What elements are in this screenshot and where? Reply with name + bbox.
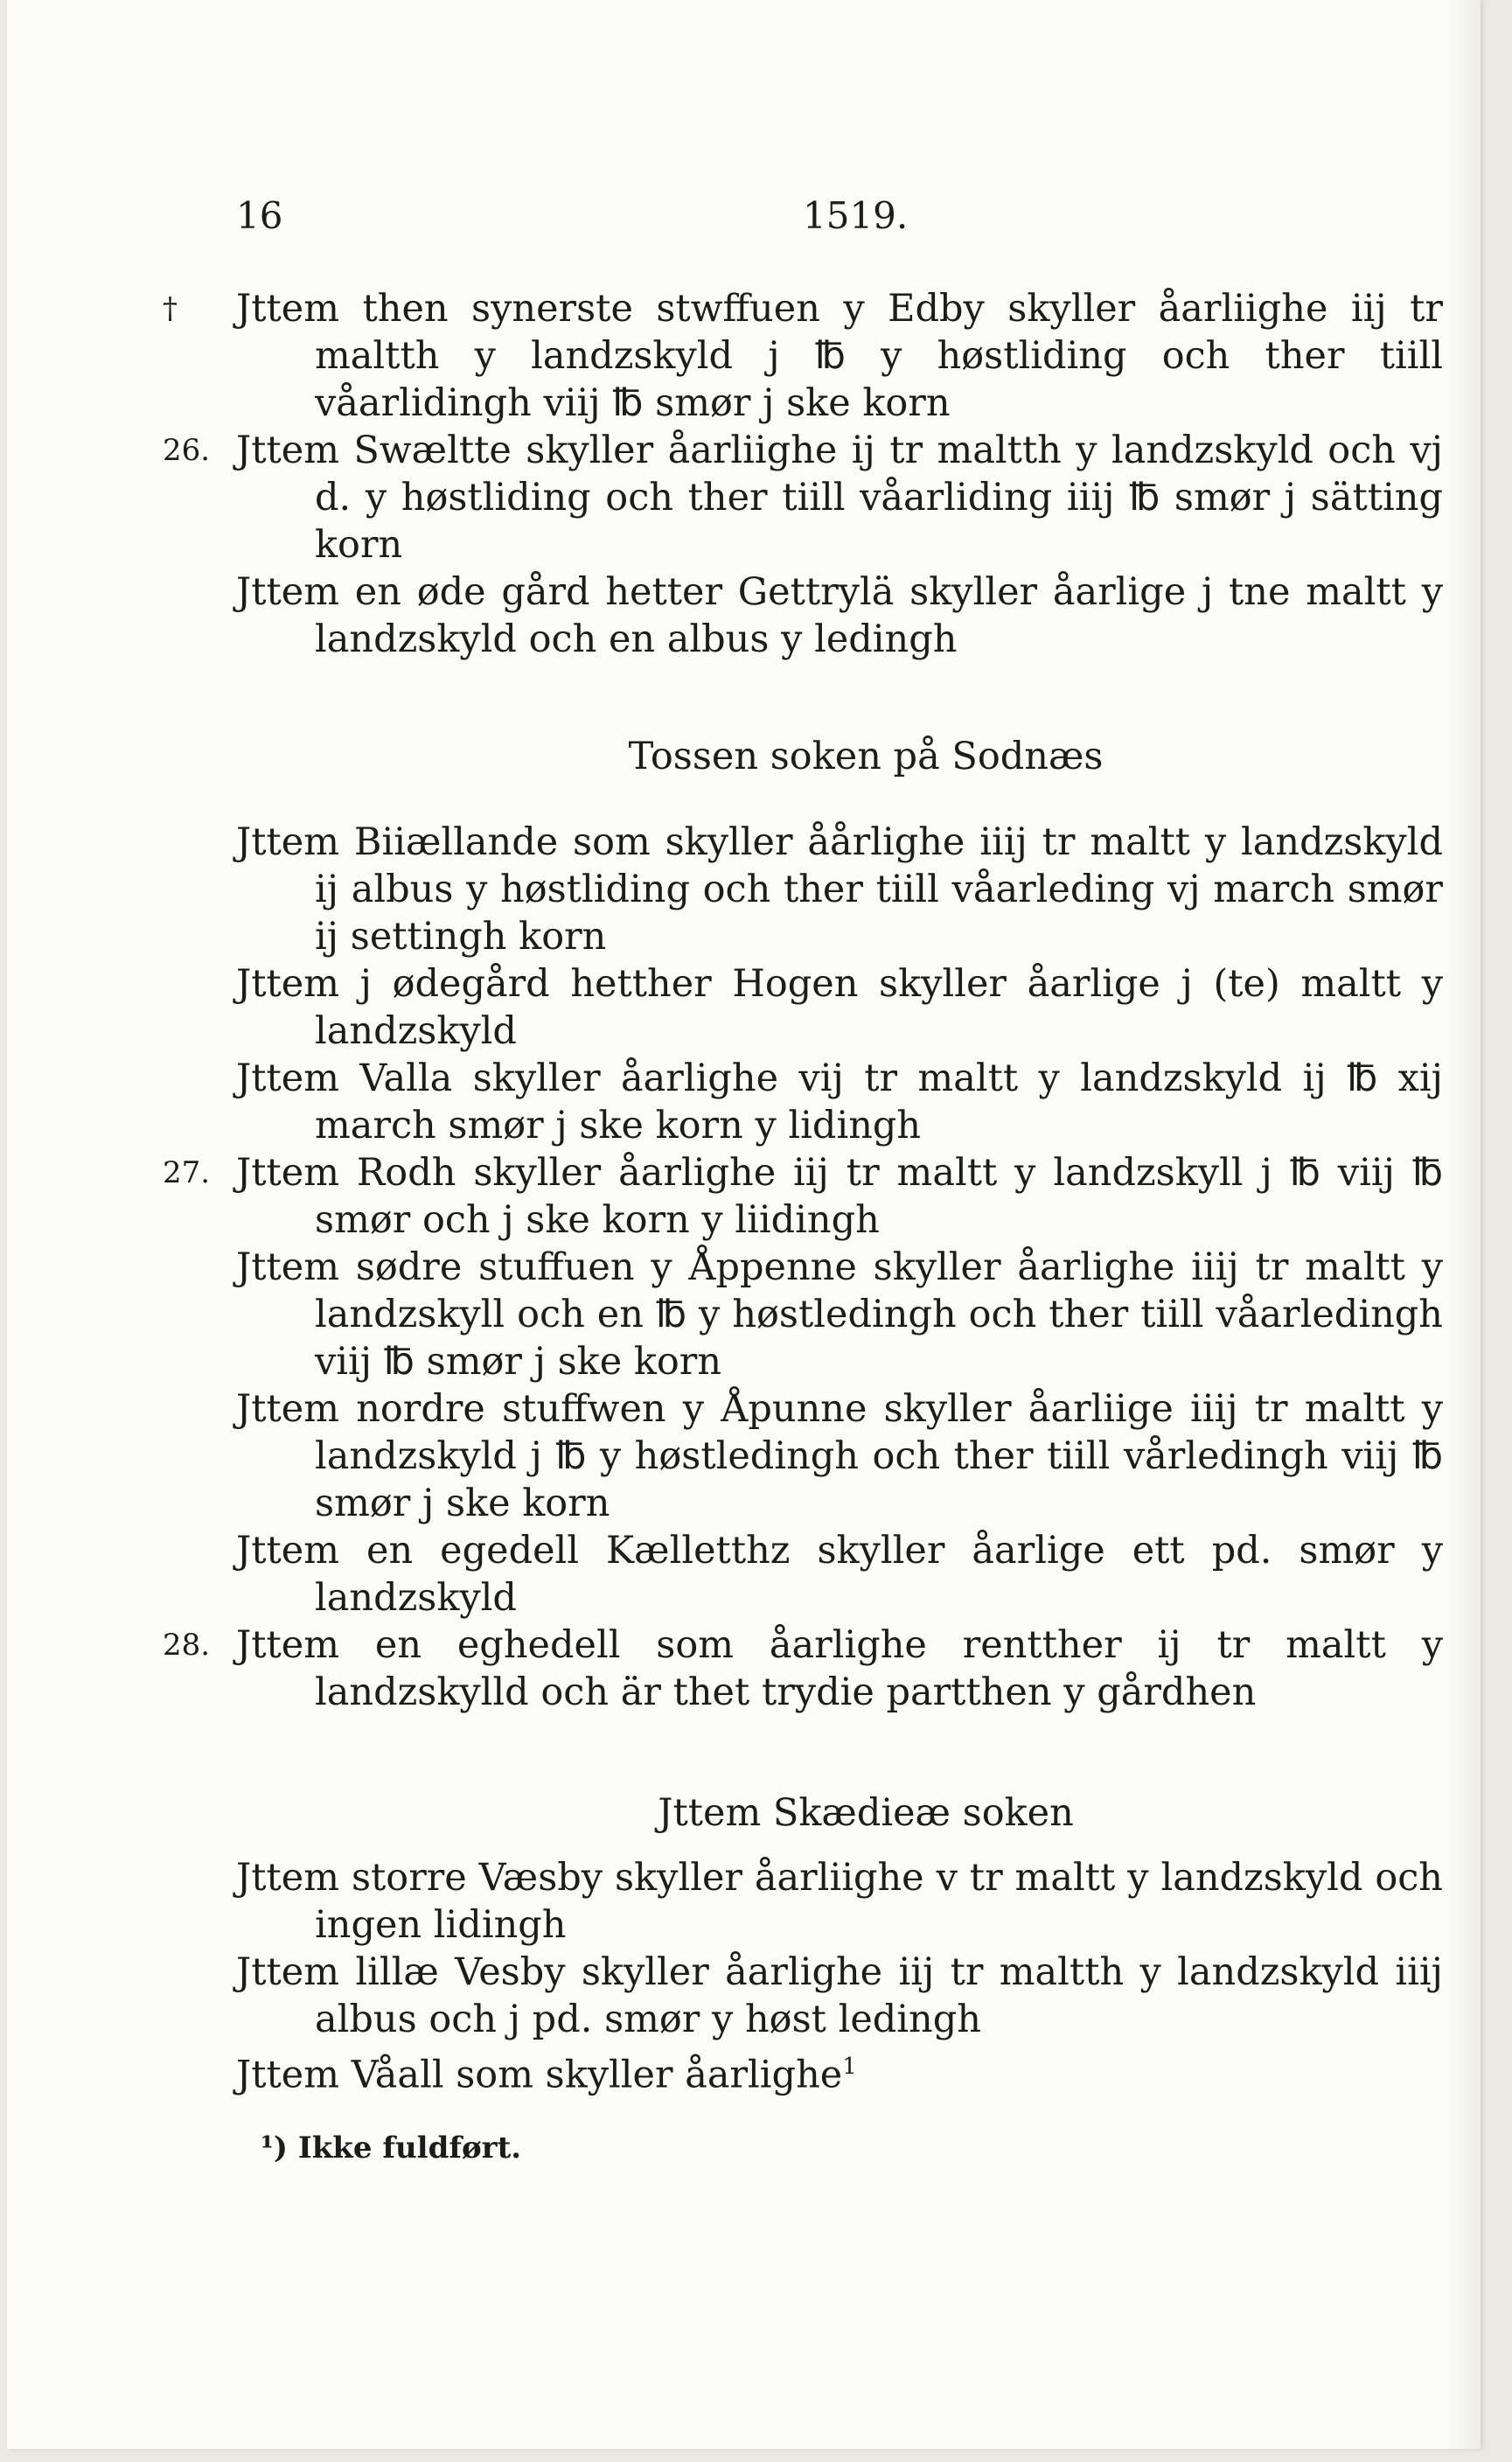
margin-note: 26. bbox=[163, 433, 211, 468]
ledger-entry bbox=[236, 1527, 1443, 1622]
entry-text: Jttem then synerste stwffuen y Edby skyller åarliighe iij tr maltth y landzskyld j ℔ y høstliding och ther tiill våarlidingh viij ℔ smør j ske korn bbox=[236, 287, 1443, 425]
document-body bbox=[163, 285, 1443, 2172]
entry-text: Jttem Rodh skyller åarlighe iij tr maltt y landzskyll j ℔ viij ℔ smør och j ske korn y liidingh bbox=[236, 1151, 1443, 1242]
footnote bbox=[261, 2124, 1443, 2172]
ledger-entry bbox=[236, 1385, 1443, 1527]
ledger-entry bbox=[236, 1854, 1443, 1949]
entry-text: Jttem en eghedell som åarlighe rentther ij tr maltt y landzskylld och är thet trydie partthen y gårdhen bbox=[236, 1623, 1443, 1714]
ledger-entry bbox=[236, 960, 1443, 1055]
entry-text: Jttem j ødegård hetther Hogen skyller åarlige j (te) maltt y landzskyld bbox=[236, 962, 1443, 1053]
page-number: 16 bbox=[236, 194, 283, 237]
ledger-entry bbox=[163, 427, 1443, 568]
footnote-marker: ¹) bbox=[261, 2131, 298, 2166]
ledger-entry bbox=[163, 285, 1443, 427]
ledger-entry bbox=[163, 1622, 1443, 1716]
footnote-ref: 1 bbox=[842, 2054, 857, 2080]
entry-text: Jttem en øde gård hetter Gettrylä skyller åarlige j tne maltt y landzskyld och en albus y ledingh bbox=[236, 570, 1443, 661]
footnote-text: Ikke fuldført. bbox=[297, 2131, 522, 2166]
section-heading: Tossen soken på Sodnæs bbox=[628, 735, 1104, 778]
entry-text: Jttem nordre stuffwen y Åpunne skyller åarliige iiij tr maltt y landzskyld j ℔ y høstledingh och ther tiill vårledingh viij ℔ smør j ske korn bbox=[236, 1387, 1443, 1525]
entry-text: Jttem Biiællande som skyller åårlighe iiij tr maltt y landzskyld ij albus y høstliding och ther tiill våarleding vj march smør ij settingh korn bbox=[236, 820, 1443, 959]
entry-text: Jttem en egedell Kælletthz skyller åarlige ett pd. smør y landzskyld bbox=[236, 1529, 1443, 1620]
entry-text: Jttem sødre stuffuen y Åppenne skyller åarlighe iiij tr maltt y landzskyll och en ℔ y høstledingh och ther tiill våarledingh viij ℔ smør j ske korn bbox=[236, 1245, 1443, 1384]
margin-note: 27. bbox=[163, 1155, 211, 1190]
entry-text: Jttem Våall som skyller åarlighe bbox=[236, 2053, 843, 2097]
entry-text: Jttem Valla skyller åarlighe vij tr maltt y landzskyld ij ℔ xij march smør j ske korn y lidingh bbox=[236, 1057, 1443, 1147]
margin-note: † bbox=[163, 291, 178, 326]
document-page bbox=[7, 0, 1481, 2449]
section-heading: Jttem Skædieæ soken bbox=[658, 1791, 1074, 1835]
ledger-entry bbox=[236, 819, 1443, 960]
ledger-entry bbox=[236, 2043, 1443, 2098]
entry-text: Jttem storre Væsby skyller åarliighe v tr maltt y landzskyld och ingen lidingh bbox=[236, 1856, 1443, 1947]
ledger-entry bbox=[236, 1055, 1443, 1149]
ledger-entry bbox=[236, 1244, 1443, 1385]
ledger-entry bbox=[236, 1949, 1443, 2043]
margin-note: 28. bbox=[163, 1628, 211, 1663]
entry-text: Jttem lillæ Vesby skyller åarlighe iij tr maltth y landzskyld iiij albus och j pd. smør y høst ledingh bbox=[236, 1950, 1443, 2041]
page-year-header: 1519. bbox=[803, 194, 909, 237]
ledger-entry bbox=[163, 1149, 1443, 1244]
entry-text: Jttem Swæltte skyller åarliighe ij tr maltth y landzskyld och vj d. y høstliding och ther tiill våarliding iiij ℔ smør j sätting korn bbox=[236, 429, 1443, 567]
ledger-entry bbox=[236, 568, 1443, 663]
page-edge bbox=[1447, 0, 1481, 2449]
